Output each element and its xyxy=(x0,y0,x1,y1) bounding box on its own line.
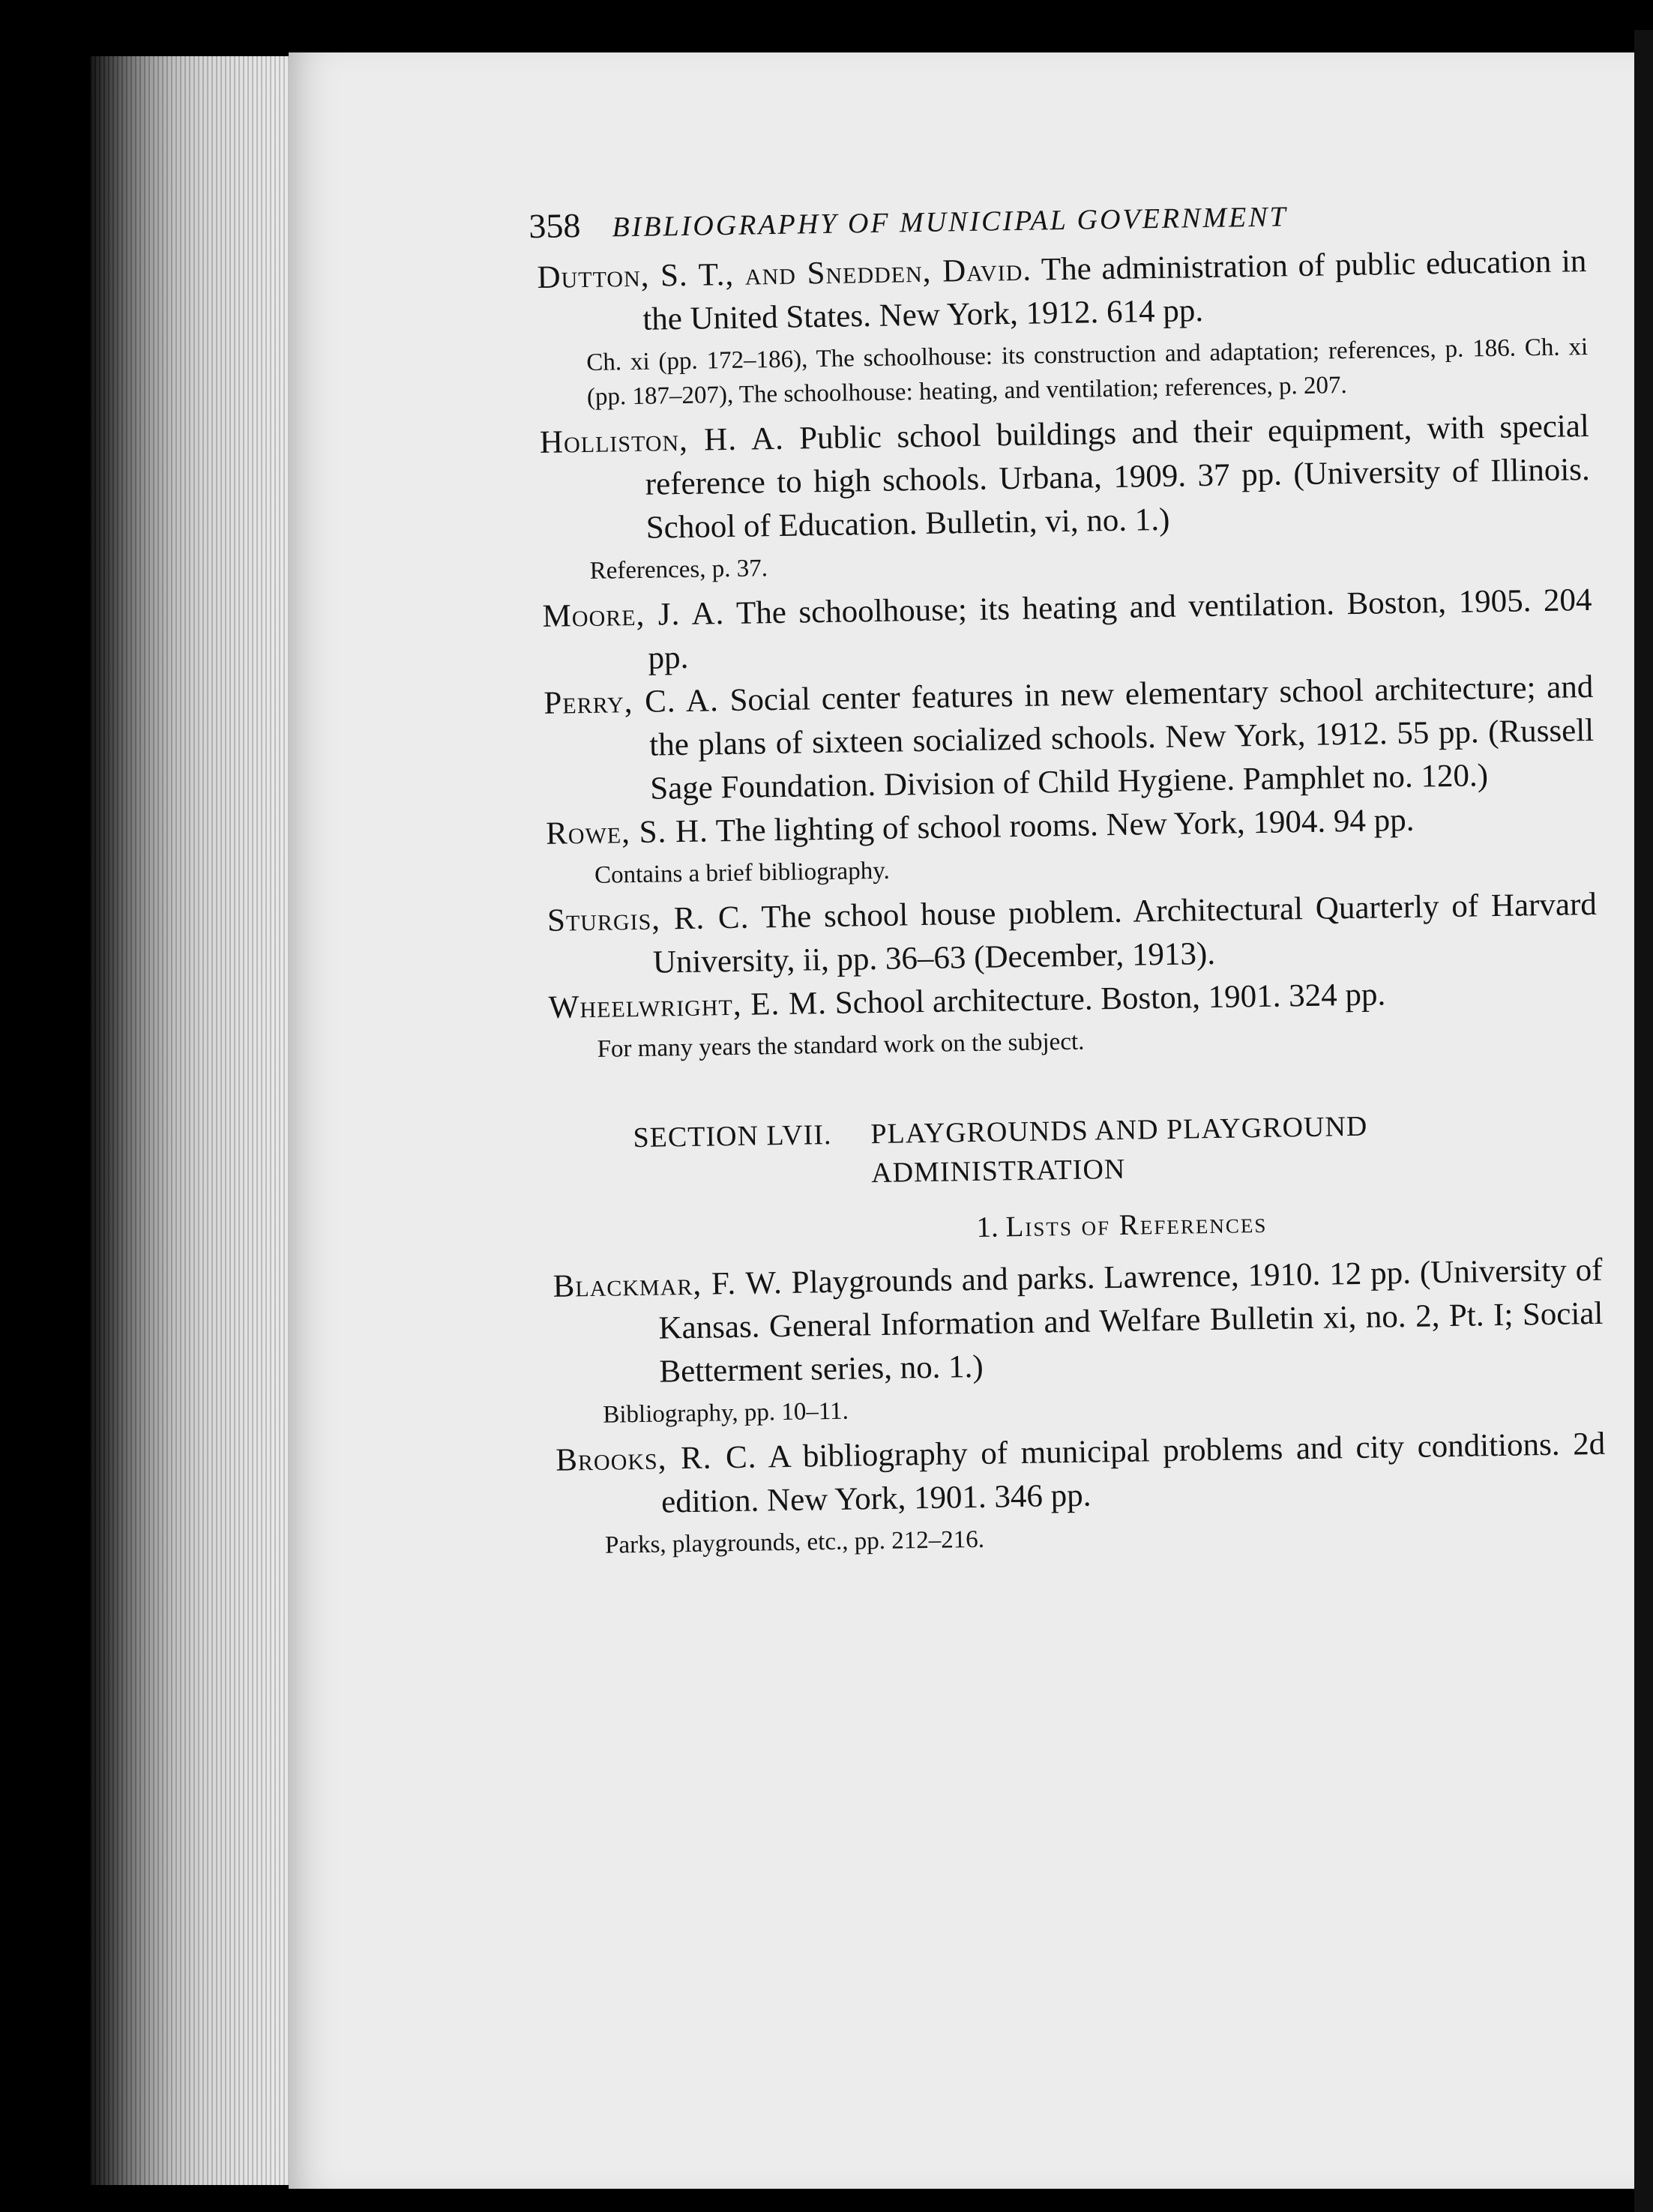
entry-author: Brooks, R. C. xyxy=(555,1439,757,1478)
bibliography-entry xyxy=(542,579,1593,682)
subsection-heading xyxy=(642,1196,1602,1255)
entry-author: Sturgis, R. C. xyxy=(547,899,750,938)
bibliography-list-part2 xyxy=(552,1249,1607,1564)
entry-author: Blackmar, F. W. xyxy=(552,1265,783,1304)
bibliography-entry xyxy=(547,883,1598,986)
entry-note: Contains a brief bibliography. xyxy=(594,857,891,889)
bibliography-entry xyxy=(537,240,1588,343)
subsection-title: Lists of References xyxy=(1005,1206,1268,1244)
entry-text: The schoolhouse; its heating and ventilation. Boston, 1905. 204 pp. xyxy=(648,582,1592,676)
entry-author: Wheelwright, E. M. xyxy=(548,986,828,1025)
entry-author: Rowe, S. H. xyxy=(545,813,709,852)
bibliography-list-part1 xyxy=(537,240,1599,1067)
page-number: 358 xyxy=(529,206,581,246)
entry-text: The lighting of school rooms. New York, 1904. 94 pp. xyxy=(715,802,1415,849)
entry-note: Parks, playgrounds, etc., pp. 212–216. xyxy=(604,1525,985,1559)
subsection-number: 1. xyxy=(976,1211,999,1244)
bibliography-entry xyxy=(544,666,1595,813)
page-text-block xyxy=(529,190,1607,1570)
section-heading xyxy=(633,1103,1601,1196)
section-title: PLAYGROUNDS AND PLAYGROUND ADMINISTRATION xyxy=(870,1110,1368,1190)
entry-text: School architecture. Boston, 1901. 324 pp. xyxy=(834,977,1386,1021)
bibliography-entry xyxy=(555,1423,1607,1526)
bibliography-entry xyxy=(552,1249,1604,1396)
entry-author: Holliston, H. A. xyxy=(539,421,785,460)
section-label: SECTION LVII. xyxy=(633,1118,832,1154)
page-header xyxy=(529,190,1586,246)
entry-note: Ch. xi (pp. 172–186), The schoolhouse: its construction and adaptation; references, p. 186. Ch. xi (pp. 187–207), The schoolhouse: heating, and ventilation; references, p. 207. xyxy=(586,333,1589,411)
entry-text: The school house pıoblem. Architectural Quarterly of Harvard University, ii, pp. 36–63 (December, 1913). xyxy=(652,886,1598,980)
entry-author: Perry, C. A. xyxy=(544,683,720,721)
entry-note: For many years the standard work on the subject. xyxy=(597,1028,1085,1063)
entry-author: Moore, J. A. xyxy=(542,596,725,634)
entry-note: References, p. 37. xyxy=(589,555,768,585)
entry-author: Dutton, S. T., and Snedden, David. xyxy=(537,252,1032,295)
right-dark-edge xyxy=(1634,30,1653,2212)
running-head: BIBLIOGRAPHY OF MUNICIPAL GOVERNMENT xyxy=(612,201,1289,244)
entry-text: Playgrounds and parks. Lawrence, 1910. 12 pp. (University of Kansas. General Information and Welfare Bulletin xi, no. 2, Pt. I; Social Betterment series, no. 1.) xyxy=(658,1252,1604,1390)
entry-text: Public school buildings and their equipment, with special reference to high schools. Urbana, 1909. 37 pp. (University of Illinois. School of Education. Bulletin, vi, no. 1.) xyxy=(645,408,1591,546)
entry-text: Social center features in new elementary school architecture; and the plans of sixteen socialized schools. New York, 1912. 55 pp. (Russell Sage Foundation. Division of Child Hygiene. Pamphlet no. 120.) xyxy=(648,669,1595,807)
entry-note: Bibliography, pp. 10–11. xyxy=(603,1397,849,1429)
book-page xyxy=(289,52,1634,2189)
bibliography-entry xyxy=(540,405,1592,552)
entry-text: The administration of public education in the United States. New York, 1912. 614 pp. xyxy=(642,244,1587,337)
entry-text: A bibliography of municipal problems and city conditions. 2d edition. New York, 1901. 346 pp. xyxy=(660,1426,1606,1520)
book-page-edges xyxy=(90,56,292,2185)
